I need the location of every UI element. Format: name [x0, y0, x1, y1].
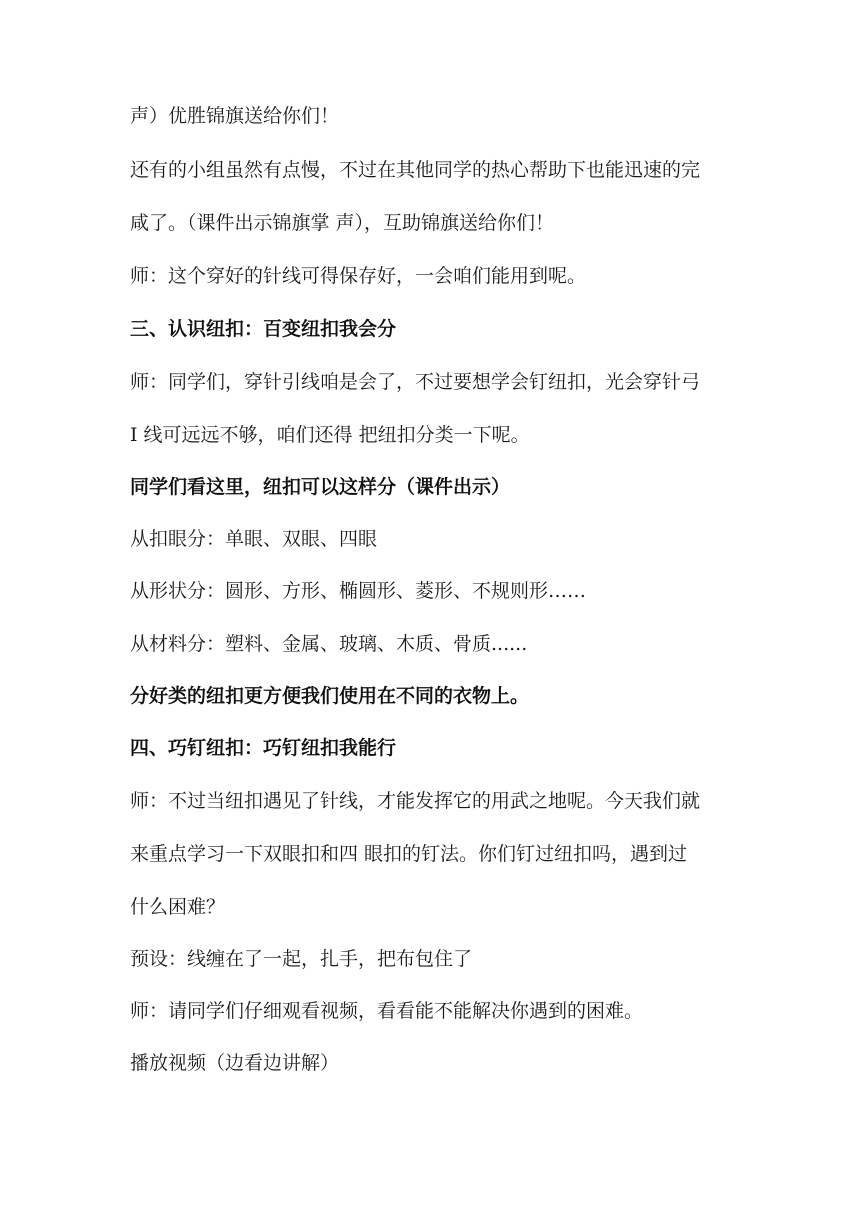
paragraph-line-17: 预设：线缠在了一起，扎手，把布包住了: [130, 948, 473, 970]
paragraph-line-19: 播放视频（边看边讲解）: [130, 1052, 340, 1074]
paragraph-line-16: 什么困难？: [130, 896, 226, 918]
paragraph-line-4: 师：这个穿好的针线可得保存好，一会咱们能用到呢。: [130, 265, 587, 287]
paragraph-line-15: 来重点学习一下双眼扣和四 眼扣的钉法。你们钉过纽扣吗，遇到过: [130, 843, 688, 865]
paragraph-line-14: 师：不过当纽扣遇见了针线，才能发挥它的用武之地呢。今天我们就: [130, 790, 701, 812]
bold-line-intro: 同学们看这里，纽扣可以这样分（课件出示）: [130, 476, 511, 498]
paragraph-line-18: 师：请同学们仔细观看视频，看看能不能解决你遇到的困难。: [130, 1000, 644, 1022]
section-heading-4: 四、巧钉纽扣：巧钉纽扣我能行: [130, 737, 397, 759]
section-heading-3: 三、认识纽扣：百变纽扣我会分: [130, 318, 397, 340]
category-by-holes: 从扣眼分：单眼、双眼、四眼: [130, 528, 378, 550]
paragraph-line-3: 咸了。（课件出示锦旗掌 声），互助锦旗送给你们！: [130, 212, 555, 234]
bold-line-summary: 分好类的纽扣更方便我们使用在不同的衣物上。: [130, 685, 530, 707]
paragraph-line-2: 还有的小组虽然有点慢，不过在其他同学的热心帮助下也能迅速的完: [130, 159, 701, 181]
paragraph-line-6: 师：同学们，穿针引线咱是会了，不过要想学会钉纽扣，光会穿针弓: [130, 371, 701, 393]
paragraph-line-1: 声）优胜锦旗送给你们！: [130, 105, 340, 127]
category-by-material: 从材料分：塑料、金属、玻璃、木质、骨质......: [130, 633, 528, 655]
paragraph-line-7: I 线可远远不够，咱们还得 把纽扣分类一下呢。: [130, 424, 530, 446]
category-by-shape: 从形状分：圆形、方形、椭圆形、菱形、不规则形……: [130, 580, 587, 602]
